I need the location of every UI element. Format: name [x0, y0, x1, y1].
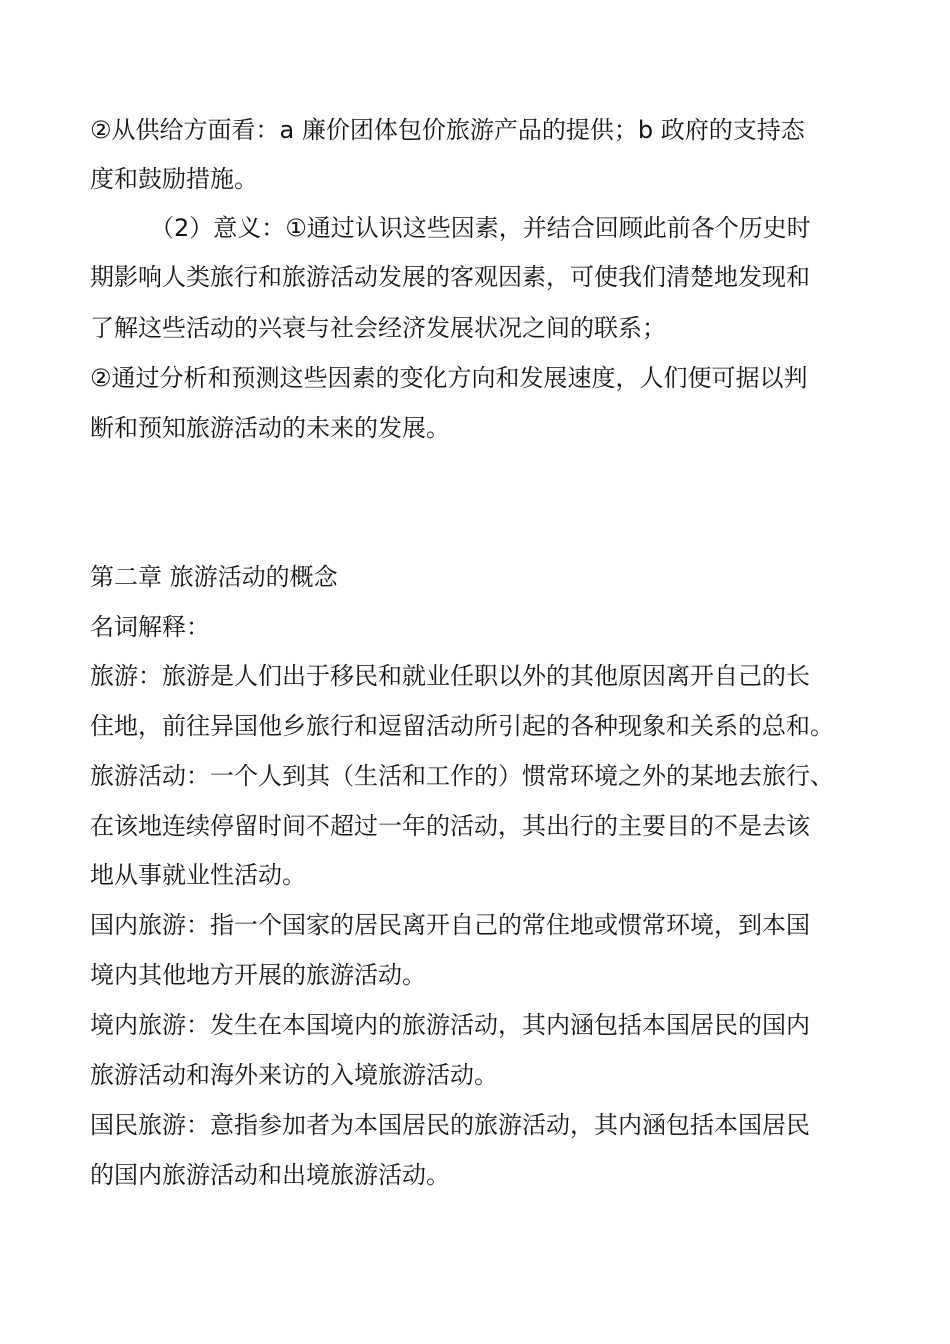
section-heading: 名词解释：: [90, 613, 210, 641]
text-line: 旅游活动：一个人到其（生活和工作的）惯常环境之外的某地去旅行、: [90, 762, 834, 790]
text-line: 了解这些活动的兴衰与社会经济发展状况之间的联系；: [90, 314, 666, 342]
text-line: 境内旅游：发生在本国境内的旅游活动，其内涵包括本国居民的国内: [90, 1011, 810, 1039]
text-line: 旅游：旅游是人们出于移民和就业任职以外的其他原因离开自己的长: [90, 662, 810, 690]
text-line: 旅游活动和海外来访的入境旅游活动。: [90, 1061, 498, 1089]
text-line: ②从供给方面看：a 廉价团体包价旅游产品的提供；b 政府的支持态: [90, 116, 805, 144]
text-line: 地从事就业性活动。: [90, 861, 306, 889]
text-line: 期影响人类旅行和旅游活动发展的客观因素，可使我们清楚地发现和: [90, 263, 810, 291]
text-line: （2）意义：①通过认识这些因素，并结合回顾此前各个历史时: [150, 214, 811, 242]
text-line: 国民旅游：意指参加者为本国居民的旅游活动，其内涵包括本国居民: [90, 1111, 810, 1139]
text-line: 的国内旅游活动和出境旅游活动。: [90, 1161, 450, 1189]
text-line: 在该地连续停留时间不超过一年的活动，其出行的主要目的不是去该: [90, 812, 810, 840]
text-line: 住地，前往异国他乡旅行和逗留活动所引起的各种现象和关系的总和。: [90, 712, 834, 740]
text-line: 境内其他地方开展的旅游活动。: [90, 961, 426, 989]
text-line: ②通过分析和预测这些因素的变化方向和发展速度，人们便可据以判: [90, 364, 808, 392]
text-line: 国内旅游：指一个国家的居民离开自己的常住地或惯常环境，到本国: [90, 911, 810, 939]
text-line: 断和预知旅游活动的未来的发展。: [90, 414, 450, 442]
chapter-heading: 第二章 旅游活动的概念: [90, 563, 338, 591]
text-line: 度和鼓励措施。: [90, 165, 258, 193]
